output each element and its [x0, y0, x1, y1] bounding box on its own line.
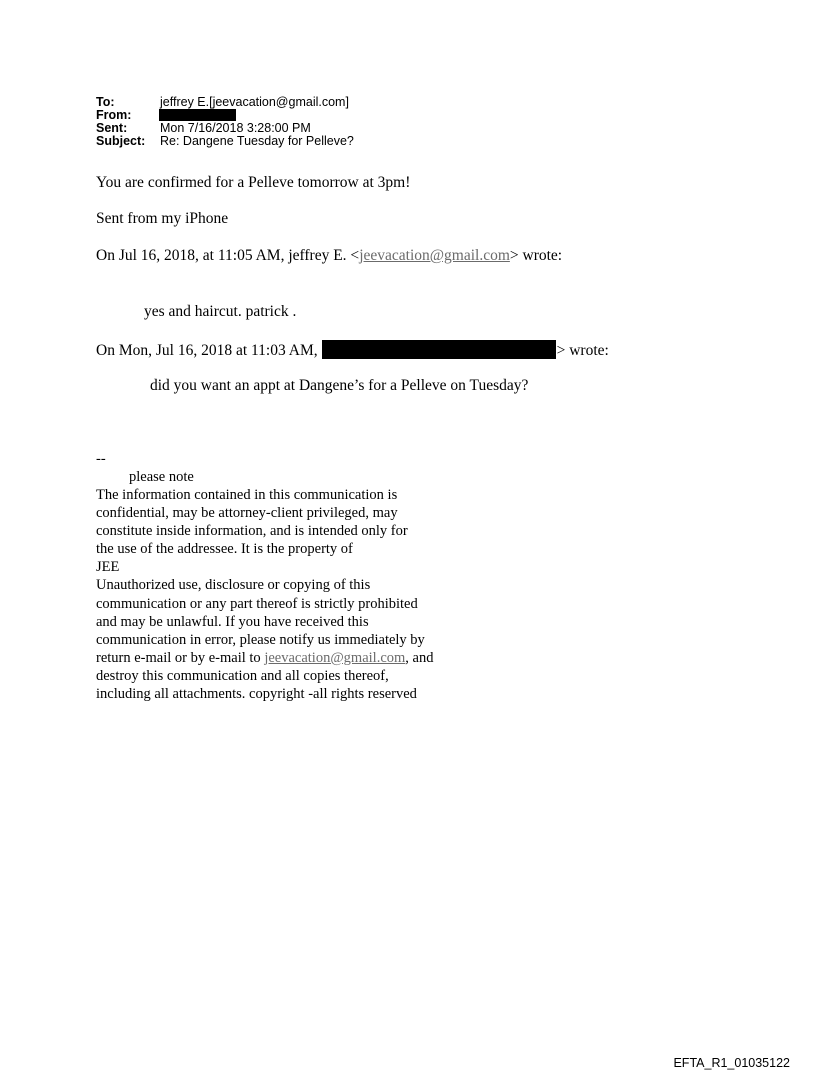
subject-label: Subject: — [96, 134, 146, 148]
sent-label: Sent: — [96, 121, 128, 135]
disclaimer-line: the use of the addressee. It is the property of — [96, 541, 353, 558]
disclaimer-line: and may be unlawful. If you have received this — [96, 613, 369, 630]
email-link[interactable]: jeevacation@gmail.com — [264, 649, 406, 666]
email-link[interactable]: jeevacation@gmail.com — [359, 247, 510, 264]
confidentiality-disclaimer — [96, 486, 433, 703]
sent-value: Mon 7/16/2018 3:28:00 PM — [160, 121, 311, 135]
quote-header-2 — [96, 340, 609, 360]
document-id: EFTA_R1_01035122 — [673, 1056, 790, 1070]
quote-header-1-prefix: On Jul 16, 2018, at 11:05 AM, jeffrey E. < — [96, 247, 360, 264]
redaction-bar — [159, 109, 236, 121]
disclaimer-line: destroy this communication and all copies thereof, — [96, 667, 389, 684]
quote-header-2-prefix: On Mon, Jul 16, 2018 at 11:03 AM, — [96, 342, 318, 359]
disclaimer-return-line — [96, 649, 433, 667]
original-message: did you want an appt at Dangene’s for a Pelleve on Tuesday? — [150, 377, 529, 394]
redaction-bar — [322, 340, 556, 359]
please-note: please note — [129, 469, 194, 485]
disclaimer-line: JEE — [96, 559, 120, 576]
quote-header-1 — [96, 247, 562, 265]
reply-text: yes and haircut. patrick . — [144, 303, 297, 320]
return-prefix: return e-mail or by e-mail to — [96, 649, 265, 666]
quote-header-2-suffix: > wrote: — [556, 342, 609, 359]
return-suffix: , and — [405, 649, 434, 666]
disclaimer-line: constitute inside information, and is intended only for — [96, 523, 408, 540]
confirmation-line: You are confirmed for a Pelleve tomorrow at 3pm! — [96, 174, 411, 191]
disclaimer-line: Unauthorized use, disclosure or copying of this — [96, 577, 371, 594]
to-label: To: — [96, 95, 115, 109]
to-value: jeffrey E.[jeevacation@gmail.com] — [160, 95, 349, 109]
disclaimer-line: The information contained in this communication is — [96, 487, 398, 503]
from-label: From: — [96, 108, 132, 122]
disclaimer-line: confidential, may be attorney-client privileged, may — [96, 505, 398, 522]
disclaimer-line: communication or any part thereof is strictly prohibited — [96, 595, 418, 612]
signature-line: Sent from my iPhone — [96, 210, 229, 227]
disclaimer-line: including all attachments. copyright -all rights reserved — [96, 686, 417, 703]
subject-value: Re: Dangene Tuesday for Pelleve? — [160, 134, 354, 148]
disclaimer-line: communication in error, please notify us immediately by — [96, 631, 425, 648]
quote-header-1-suffix: > wrote: — [509, 247, 563, 264]
signature-separator: -- — [96, 451, 106, 467]
